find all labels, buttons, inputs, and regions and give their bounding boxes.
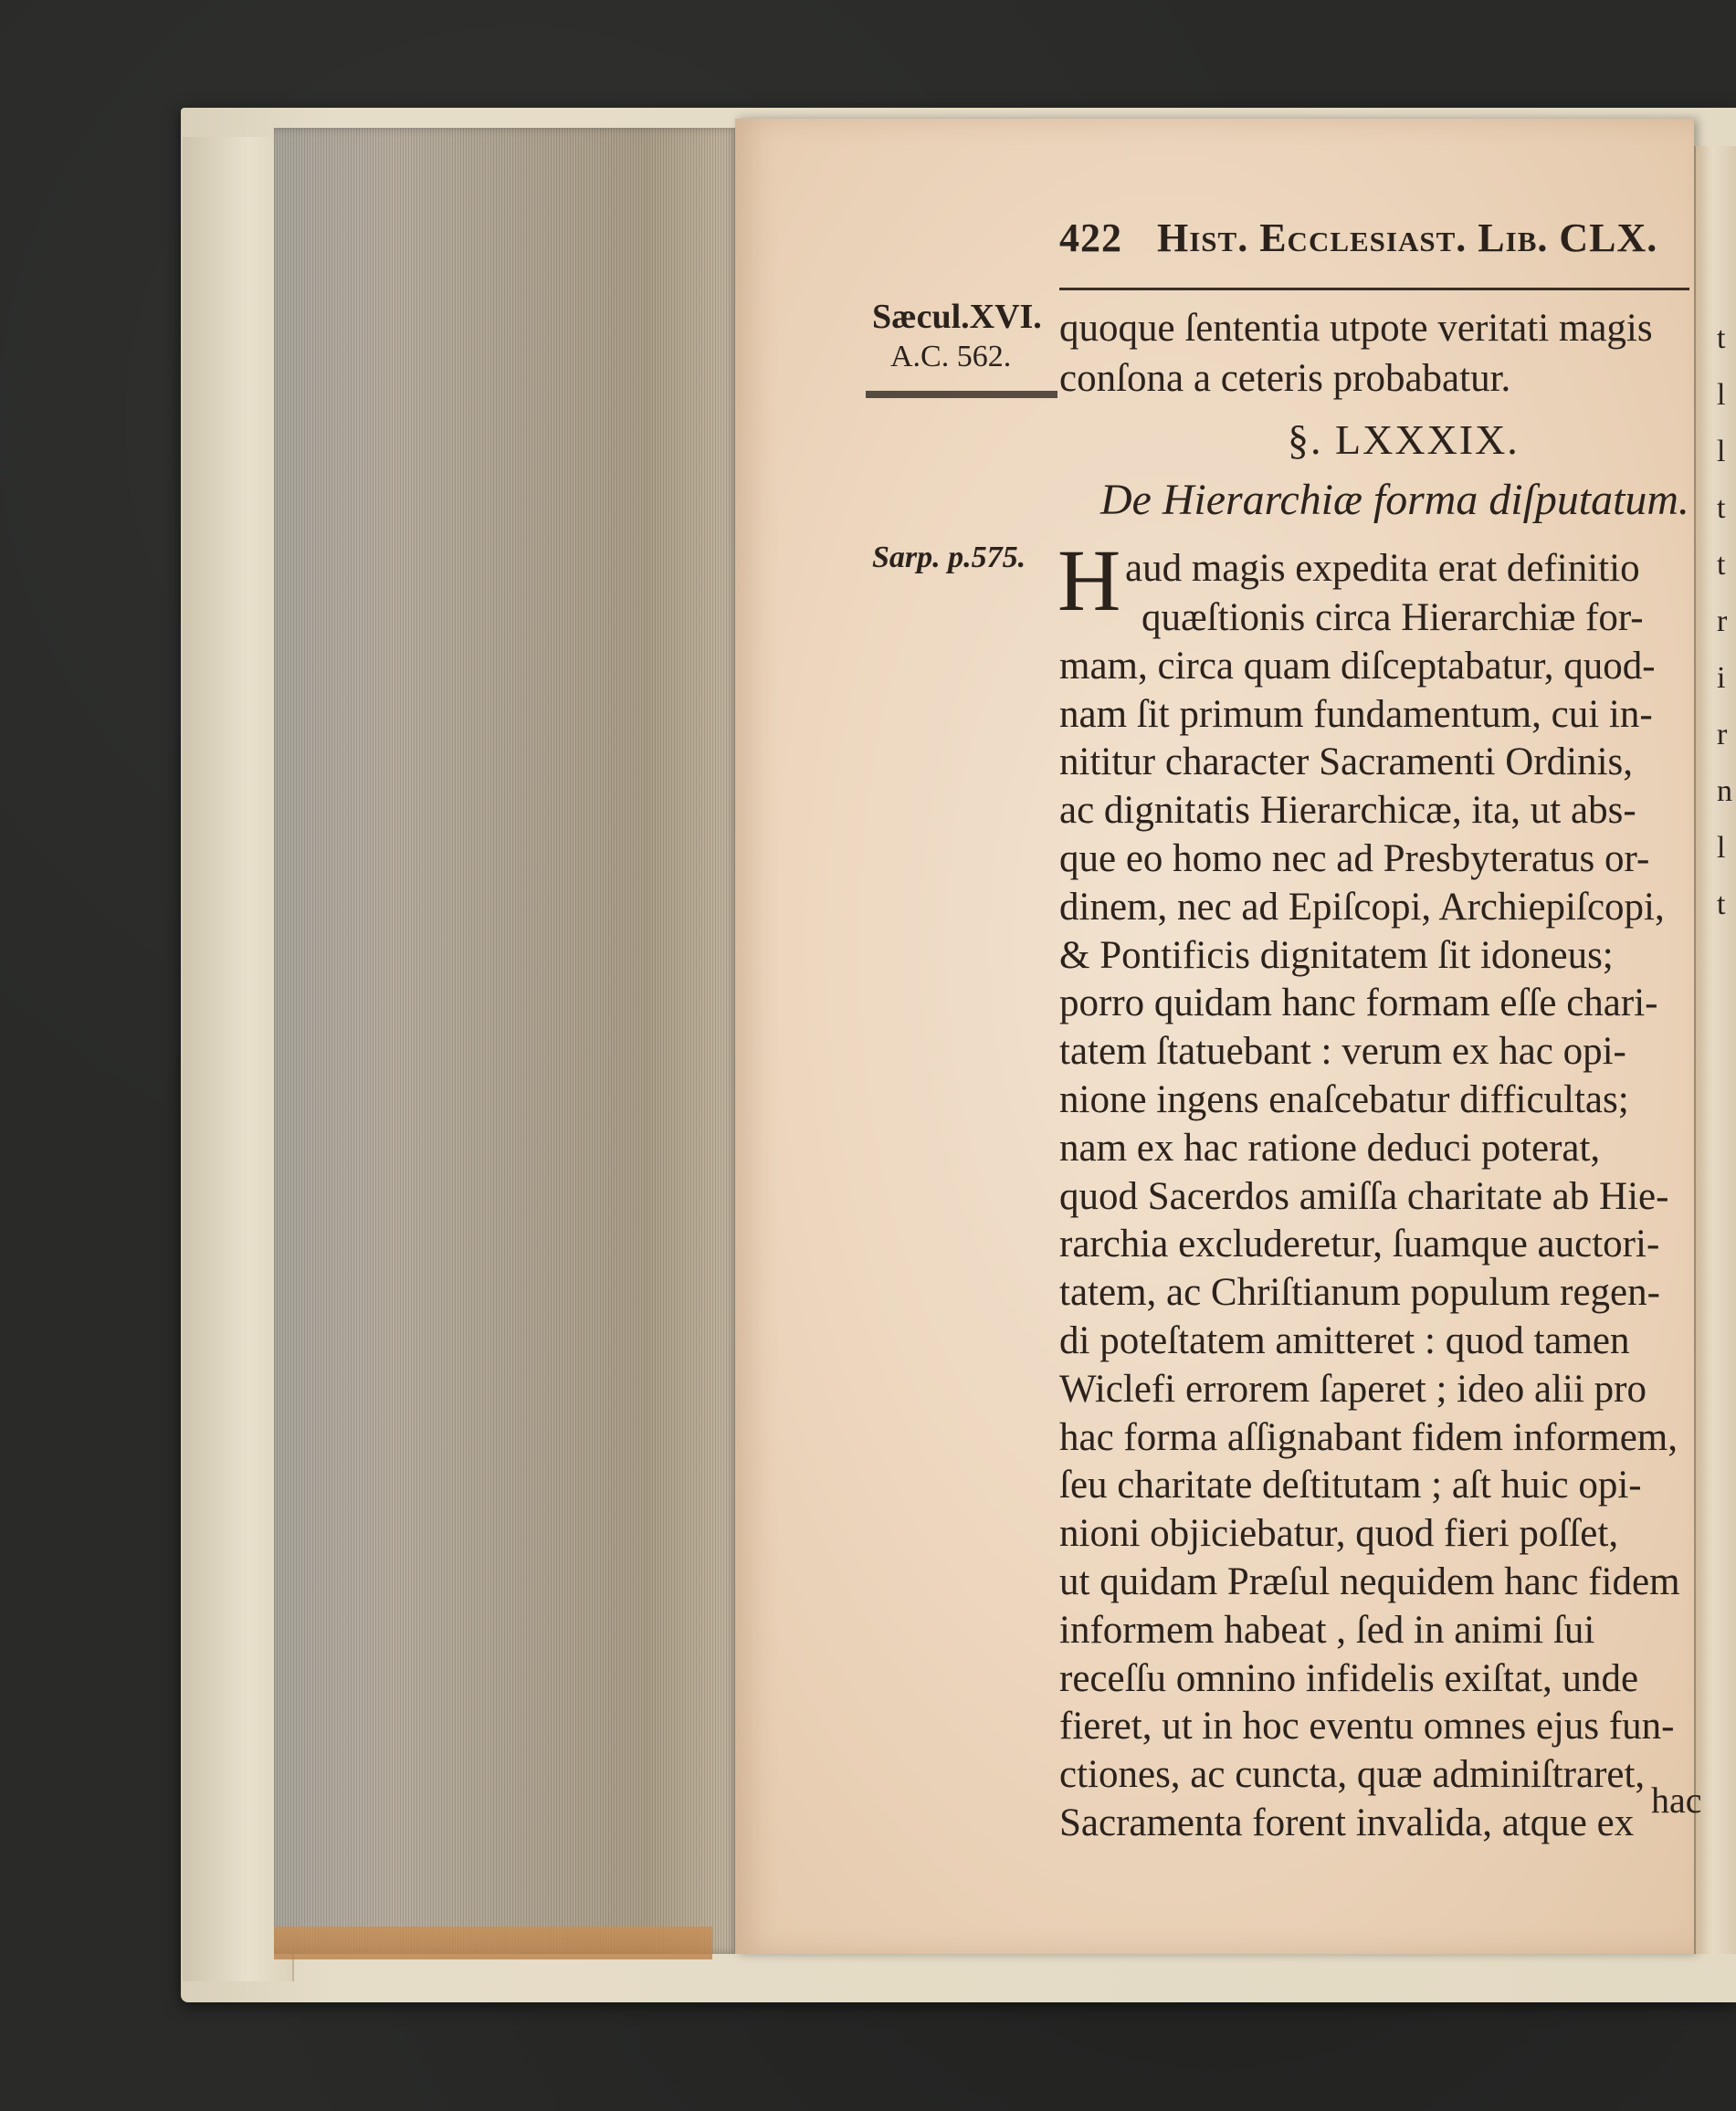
facing-page-letter: r bbox=[1717, 718, 1728, 751]
body-line: quæſtionis circa Hierarchiæ for- bbox=[1142, 596, 1644, 639]
body-line: que eo homo nec ad Presbyteratus or- bbox=[1059, 837, 1650, 880]
drop-cap: H bbox=[1057, 531, 1121, 629]
body-line: nam ex hac ratione deduci poterat, bbox=[1059, 1126, 1601, 1170]
intro-line-2: conſona a ceteris probabatur. bbox=[1059, 357, 1511, 400]
facing-page-letter: t bbox=[1717, 887, 1726, 921]
facing-page-letter: t bbox=[1717, 321, 1726, 355]
body-line: ut quidam Præſul nequidem hanc fidem bbox=[1059, 1560, 1680, 1603]
body-line: hac forma aſſignabant fidem informem, bbox=[1059, 1415, 1678, 1459]
facing-page-letter: l bbox=[1717, 435, 1726, 468]
catchword: hac bbox=[1651, 1780, 1702, 1821]
body-line: mam, circa quam diſceptabatur, quod- bbox=[1059, 644, 1656, 688]
body-line: ac dignitatis Hierarchicæ, ita, ut abs- bbox=[1059, 789, 1636, 833]
body-line: di poteſtatem amitteret : quod tamen bbox=[1059, 1319, 1630, 1362]
body-line: Wiclefi errorem ſaperet ; ideo alii pro bbox=[1059, 1367, 1647, 1411]
facing-page-letters bbox=[1717, 310, 1735, 933]
body-line: nioni objiciebatur, quod fieri poſſet, bbox=[1059, 1512, 1619, 1556]
margin-century: Sæcul.XVI. bbox=[872, 298, 1042, 336]
running-title: Hist. Ecclesiast. Lib. CLX. bbox=[1157, 215, 1658, 260]
body-line: nititur character Sacramenti Ordinis, bbox=[1059, 740, 1634, 784]
facing-page-letter: t bbox=[1717, 548, 1726, 582]
body-line: porro quidam hanc formam eſſe chari- bbox=[1059, 982, 1658, 1025]
margin-source: Sarp. p.575. bbox=[872, 541, 1026, 574]
header-rule bbox=[1059, 288, 1689, 290]
body-line: receſſu omnino infidelis exiſtat, unde bbox=[1059, 1656, 1639, 1700]
body-line: quod Sacerdos amiſſa charitate ab Hie- bbox=[1059, 1174, 1669, 1218]
running-head bbox=[1059, 215, 1662, 261]
body-line: ctiones, ac cuncta, quæ adminiſtraret, bbox=[1059, 1753, 1646, 1797]
body-line: & Pontificis dignitatem ſit idoneus; bbox=[1059, 933, 1614, 977]
section-number: §. LXXXIX. bbox=[1288, 416, 1520, 463]
facing-page-letter: t bbox=[1717, 491, 1726, 525]
intro-line-1: quoque ſententia utpote veritati magis bbox=[1059, 307, 1653, 350]
page-block-bottom-edge bbox=[274, 1927, 712, 1959]
body-line: tatem, ac Chriſtianum populum regen- bbox=[1059, 1271, 1660, 1315]
first-line: aud magis expedita erat definitio bbox=[1125, 547, 1640, 590]
margin-year: A.C. 562. bbox=[890, 340, 1012, 373]
facing-page-letter: l bbox=[1717, 831, 1726, 865]
page-block-edge bbox=[274, 128, 740, 1954]
body-line: dinem, nec ad Epiſcopi, Archiepiſcopi, bbox=[1059, 885, 1665, 929]
body-line: fieret, ut in hoc eventu omnes ejus fun- bbox=[1059, 1705, 1675, 1749]
section-title: De Hierarchiæ forma diſputatum. bbox=[1100, 476, 1689, 524]
body-line: nione ingens enaſcebatur difficultas; bbox=[1059, 1078, 1629, 1121]
margin-rule bbox=[866, 391, 1057, 398]
facing-page-letter: l bbox=[1717, 378, 1726, 412]
page-number: 422 bbox=[1059, 215, 1122, 260]
body-line: informem habeat , ſed in animi ſui bbox=[1059, 1608, 1595, 1652]
facing-page-letter: n bbox=[1717, 774, 1732, 808]
facing-page-letter: r bbox=[1717, 604, 1728, 638]
body-line: rarchia excluderetur, ſuamque auctori- bbox=[1059, 1223, 1660, 1266]
facing-page-letter: i bbox=[1717, 661, 1726, 695]
body-line: ſeu charitate deſtitutam ; aſt huic opi- bbox=[1059, 1464, 1642, 1507]
body-line: tatem ſtatuebant : verum ex hac opi- bbox=[1059, 1030, 1626, 1074]
body-line: Sacramenta forent invalida, atque ex bbox=[1059, 1801, 1635, 1844]
body-line: nam ſit primum fundamentum, cui in- bbox=[1059, 692, 1653, 736]
